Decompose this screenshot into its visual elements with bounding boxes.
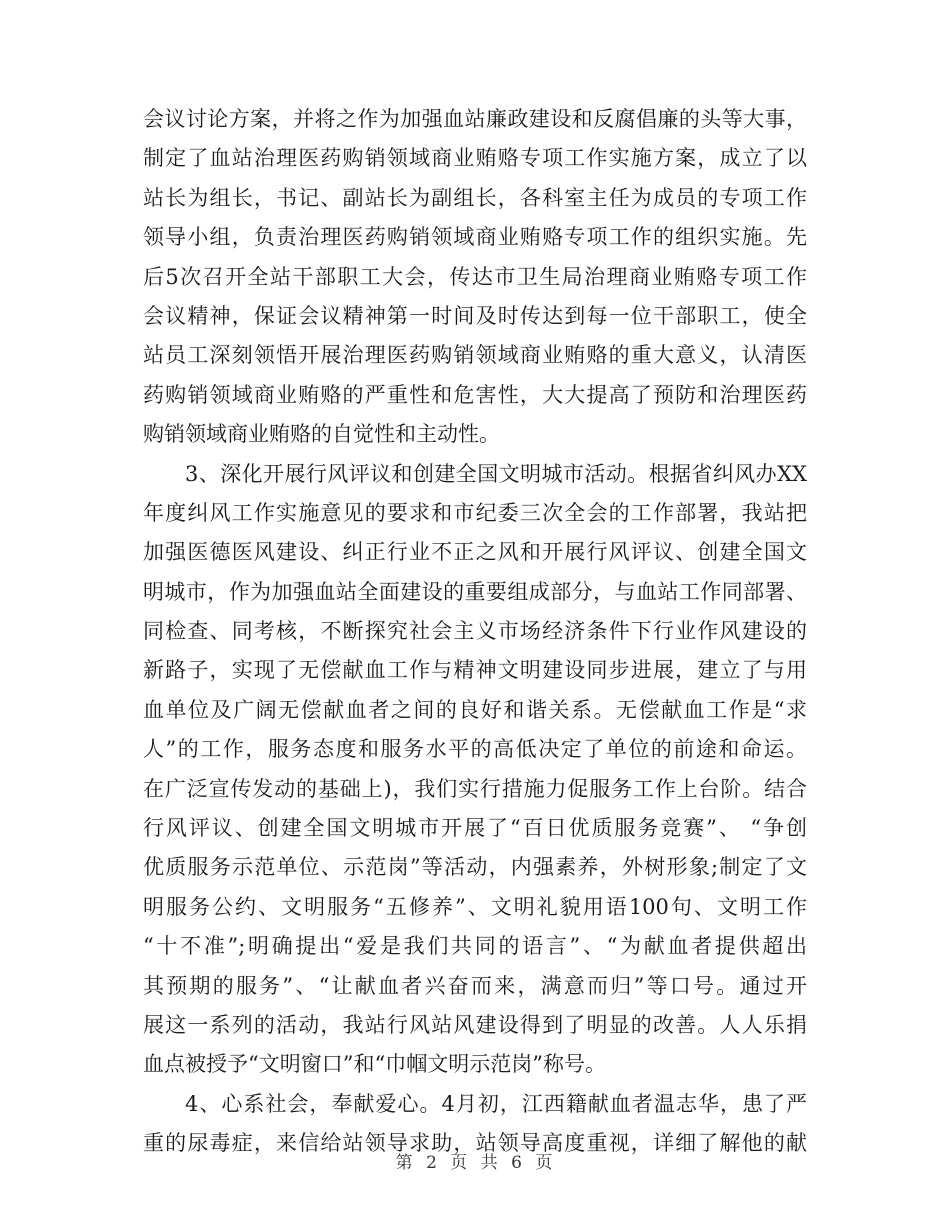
- paragraph: [143, 455, 807, 1085]
- text-line: 加强医德医风建设、纠正行业不正之风和开展行风评议、创建全国文: [143, 540, 807, 565]
- text-line: 3、深化开展行风评议和创建全国文明城市活动。根据省纠风办XX: [185, 461, 807, 486]
- document-body: [143, 100, 807, 1164]
- paragraph: [143, 100, 807, 455]
- text-line: 其预期的服务”、“让献血者兴奋而来，满意而归”等口号。通过开: [143, 973, 807, 998]
- text-line: 行风评议、创建全国文明城市开展了“百日优质服务竞赛”、 “争创: [143, 816, 807, 841]
- text-line: 血单位及广阔无偿献血者之间的良好和谐关系。无偿献血工作是“求: [143, 697, 807, 722]
- text-line: 站员工深刻领悟开展治理医药购销领域商业贿赂的重大意义，认清医: [143, 343, 807, 368]
- text-line: 新路子，实现了无偿献血工作与精神文明建设同步进展，建立了与用: [143, 658, 807, 683]
- text-line: 血点被授予“文明窗口”和“巾帼文明示范岗”称号。: [143, 1052, 606, 1077]
- page-footer: 第 2 页 共 6 页: [395, 1153, 555, 1173]
- text-line: 会议讨论方案，并将之作为加强血站廉政建设和反腐倡廉的头等大事，: [143, 107, 807, 131]
- text-line: 领导小组，负责治理医药购销领域商业贿赂专项工作的组织实施。先: [143, 225, 807, 250]
- text-line: 会议精神，保证会议精神第一时间及时传达到每一位干部职工，使全: [143, 303, 807, 328]
- text-line: 制定了血站治理医药购销领域商业贿赂专项工作实施方案，成立了以: [143, 146, 807, 171]
- text-line: 明城市，作为加强血站全面建设的重要组成部分，与血站工作同部署、: [143, 579, 807, 604]
- text-line: 4、心系社会，奉献爱心。4月初，江西籍献血者温志华，患了严: [185, 1091, 807, 1116]
- text-line: 购销领域商业贿赂的自觉性和主动性。: [143, 422, 500, 447]
- text-line: 年度纠风工作实施意见的要求和市纪委三次全会的工作部署，我站把: [143, 500, 807, 525]
- text-line: 站长为组长，书记、副站长为副组长，各科室主任为成员的专项工作: [143, 185, 807, 210]
- text-line: 同检查、同考核，不断探究社会主义市场经济条件下行业作风建设的: [143, 619, 807, 644]
- text-line: 药购销领域商业贿赂的严重性和危害性，大大提高了预防和治理医药: [143, 382, 807, 407]
- text-line: 重的尿毒症，来信给站领导求助，站领导高度重视，详细了解他的献: [143, 1131, 807, 1156]
- text-line: 明服务公约、文明服务“五修养”、文明礼貌用语100句、文明工作: [143, 894, 807, 919]
- text-line: 优质服务示范单位、示范岗”等活动，内强素养，外树形象;制定了文: [143, 855, 807, 880]
- text-line: 展这一系列的活动，我站行风站风建设得到了明显的改善。人人乐捐: [143, 1012, 807, 1037]
- text-line: 后5次召开全站干部职工大会，传达市卫生局治理商业贿赂专项工作: [143, 264, 807, 289]
- text-line: 在广泛宣传发动的基础上)，我们实行措施力促服务工作上台阶。结合: [143, 776, 807, 801]
- text-line: 人”的工作，服务态度和服务水平的高低决定了单位的前途和命运。: [143, 737, 807, 762]
- text-line: “十不准”;明确提出“爱是我们共同的语言”、“为献血者提供超出: [143, 934, 807, 959]
